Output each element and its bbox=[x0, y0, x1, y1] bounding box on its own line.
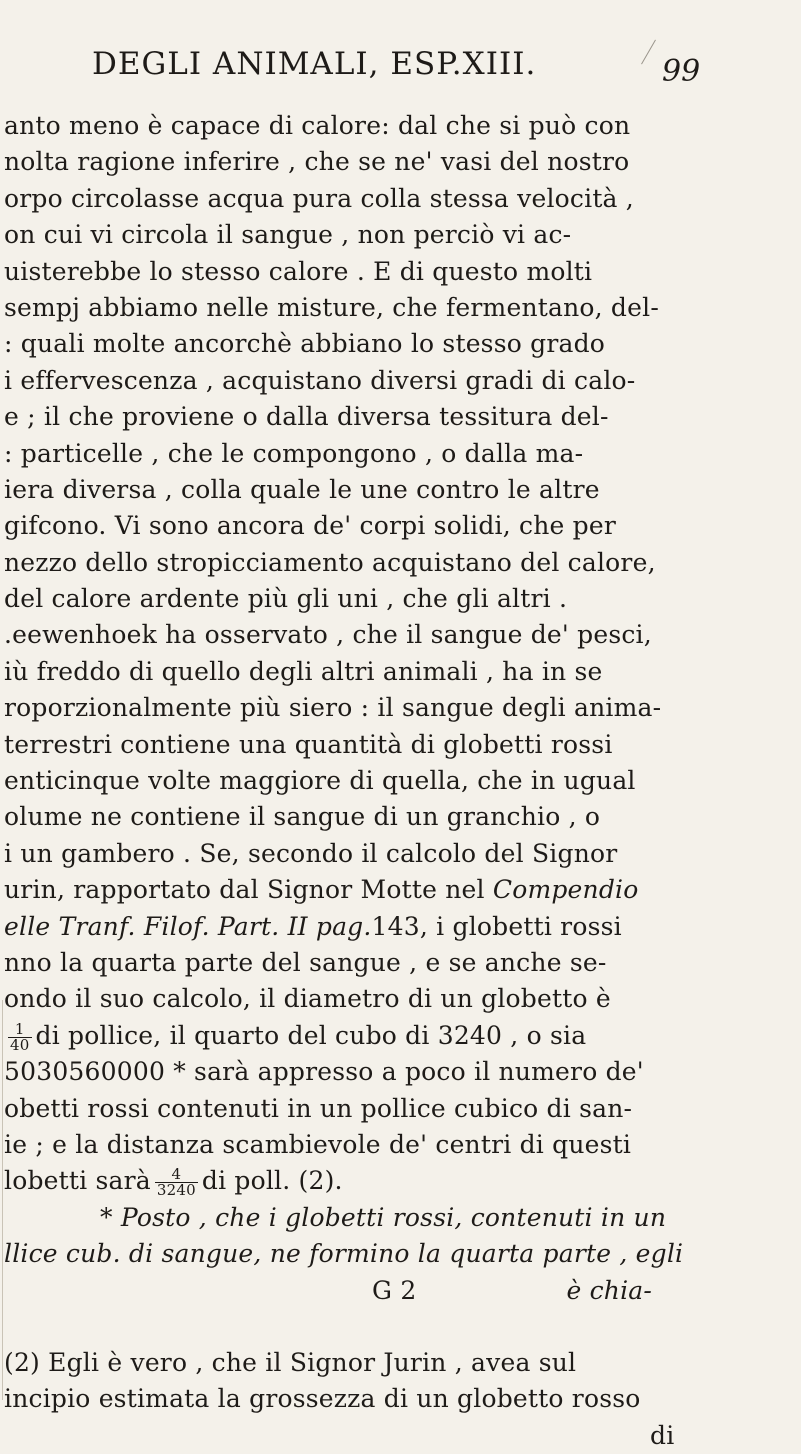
footnote-text: Posto , che i globetti rossi, contenuti in un bbox=[120, 1202, 667, 1232]
running-title: DEGLI ANIMALI, ESP.XIII. bbox=[92, 46, 537, 82]
text-span: di pollice, il quarto del cubo di 3240 , o sia bbox=[35, 1020, 587, 1050]
catchword-line: di bbox=[650, 1420, 675, 1450]
text-line: orpo circolasse acqua pura colla stessa velocità , bbox=[4, 183, 634, 213]
catchword: è chia- bbox=[566, 1275, 653, 1305]
text-line: iera diversa , colla quale le une contro le altre bbox=[4, 474, 600, 504]
text-line: olume ne contiene il sangue di un granchio , o bbox=[4, 802, 601, 832]
text-line: sempj abbiamo nelle misture, che fermentano, del- bbox=[4, 292, 659, 322]
page-reference: 143 bbox=[371, 911, 420, 941]
text-line: enticinque volte maggiore di quella, che in ugual bbox=[4, 766, 636, 796]
page-header bbox=[0, 40, 801, 100]
text-line: gifcono. Vi sono ancora de' corpi solidi, che per bbox=[4, 511, 617, 541]
text-span: di poll. (2). bbox=[201, 1166, 343, 1196]
fraction-denominator: 3240 bbox=[156, 1181, 196, 1200]
text-line: uisterebbe lo stesso calore . E di questo molti bbox=[4, 256, 593, 286]
text-line-fraction bbox=[0, 1163, 801, 1199]
fraction-four-over-3240 bbox=[155, 1167, 198, 1198]
main-text bbox=[0, 108, 801, 1454]
fraction-numerator: 4 bbox=[155, 1167, 198, 1183]
text-line: i un gambero . Se, secondo il calcolo del Signor bbox=[4, 838, 618, 868]
text-span: urin, rapportato dal Signor Motte nel bbox=[4, 875, 485, 905]
text-line-fraction bbox=[0, 1018, 801, 1054]
text-line: terrestri contiene una quantità di globetti rossi bbox=[4, 729, 613, 759]
text-line: : quali molte ancorchè abbiano lo stesso grado bbox=[4, 329, 606, 359]
text-span: , i globetti rossi bbox=[419, 911, 622, 941]
text-line: iù freddo di quello degli altri animali , ha in se bbox=[4, 656, 603, 686]
text-line: i effervescenza , acquistano diversi gradi di calo- bbox=[4, 365, 636, 395]
text-line: : particelle , che le compongono , o dalla ma- bbox=[4, 438, 584, 468]
text-line: obetti rossi contenuti in un pollice cubico di san- bbox=[4, 1093, 633, 1123]
text-line: nezzo dello stropicciamento acquistano del calore, bbox=[4, 547, 656, 577]
note-line: incipio estimata la grossezza di un globetto rosso bbox=[4, 1384, 641, 1414]
footnote-line: llice cub. di sangue, ne formino la quarta parte , egli bbox=[4, 1239, 684, 1269]
text-line: anto meno è capace di calore: dal che si può con bbox=[4, 111, 631, 140]
text-line: .eewenhoek ha osservato , che il sangue de' pesci, bbox=[4, 620, 652, 650]
fraction-one-fortieth bbox=[8, 1019, 32, 1054]
note-line: (2) Egli è vero , che il Signor Jurin , avea sul bbox=[4, 1347, 577, 1377]
text-span: lobetti sarà bbox=[4, 1166, 151, 1196]
footnote-line bbox=[0, 1200, 801, 1236]
italic-reference: elle bbox=[4, 911, 51, 941]
text-line: on cui vi circola il sangue , non perciò vi ac- bbox=[4, 220, 572, 250]
asterisk: * bbox=[100, 1202, 113, 1232]
page-number: 99 bbox=[662, 54, 701, 89]
text-line-compendio bbox=[0, 872, 801, 908]
italic-reference: Tranf. Filof. Part. II pag. bbox=[58, 911, 372, 941]
text-line: e ; il che proviene o dalla diversa tessitura del- bbox=[4, 402, 609, 432]
text-line: nno la quarta parte del sangue , e se anche se- bbox=[4, 947, 607, 977]
signature-mark: G 2 bbox=[372, 1275, 417, 1305]
text-line: ondo il suo calcolo, il diametro di un globetto è bbox=[4, 984, 611, 1014]
fraction-denominator: 40 bbox=[10, 1035, 30, 1054]
text-line: 5030560000 * sarà appresso a poco il numero de' bbox=[4, 1057, 644, 1087]
italic-reference: Compendio bbox=[492, 875, 639, 905]
spacer bbox=[0, 1309, 801, 1345]
page-edge bbox=[2, 1000, 3, 1400]
text-line: del calore ardente più gli uni , che gli altri . bbox=[4, 584, 568, 614]
fraction-numerator: 1 bbox=[8, 1022, 32, 1038]
text-line-tranf bbox=[0, 909, 801, 945]
text-line: nolta ragione inferire , che se ne' vasi del nostro bbox=[4, 147, 630, 177]
signature-line bbox=[0, 1273, 801, 1309]
text-line: roporzionalmente più siero : il sangue degli anima- bbox=[4, 693, 662, 723]
text-line: ie ; e la distanza scambievole de' centri di questi bbox=[4, 1129, 632, 1159]
